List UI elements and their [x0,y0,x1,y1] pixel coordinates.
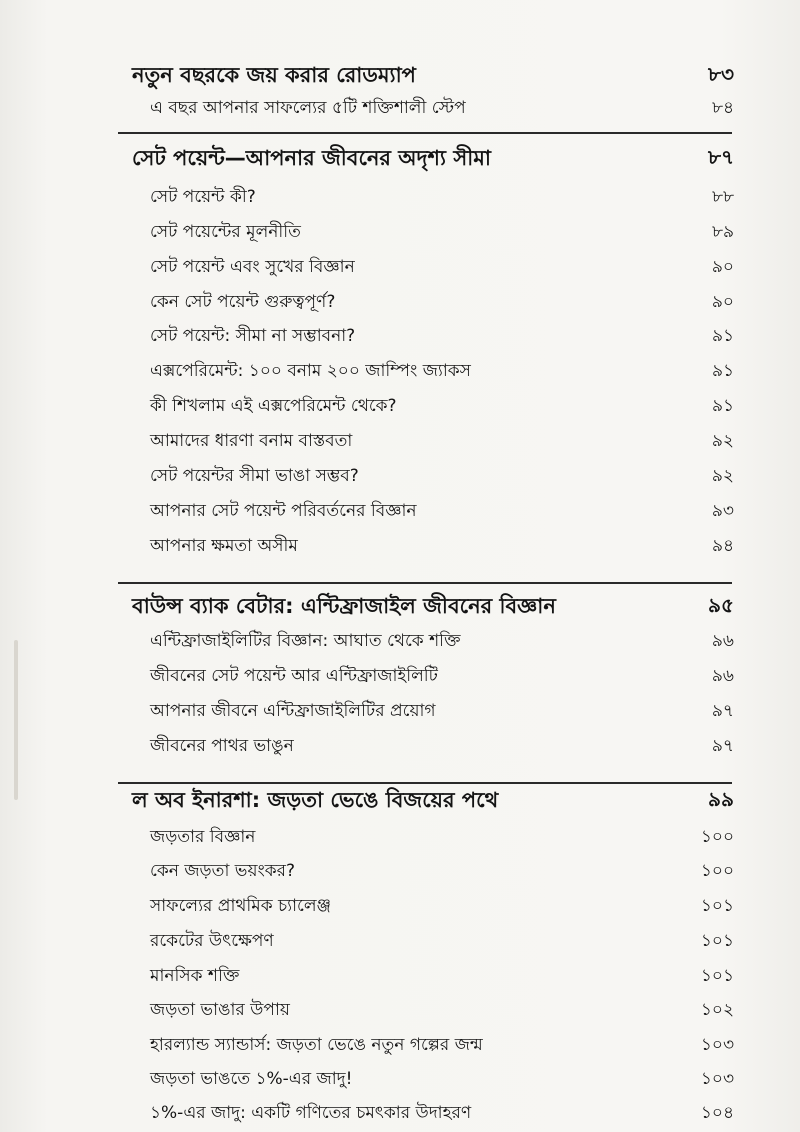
toc-entry-title: কেন সেট পয়েন্ট গুরুত্বপূর্ণ? [150,292,336,312]
toc-entry-page: ৮৮ [711,187,734,207]
toc-heading-title: বাউন্স ব্যাক বেটার: এন্টিফ্রাজাইল জীবনের বিজ্ঞান [132,593,556,618]
toc-entry-title: জড়তা ভাঙতে ১%-এর জাদু! [150,1069,353,1089]
toc-entry-page: ৯১ [711,326,734,346]
toc-entry-page: ৮৯ [711,222,734,242]
toc-entry-page: ৯০ [711,257,734,277]
toc-heading [0,786,800,816]
toc-entry-title: এ বছর আপনার সাফল্যের ৫টি শক্তিশালী স্টেপ [150,98,466,118]
toc-entry [0,962,800,992]
toc-entry [0,1031,800,1061]
toc-entry-page: ৯৪ [711,536,734,556]
toc-entry [0,183,800,213]
toc-entry-title: আপনার ক্ষমতা অসীম [150,536,298,556]
toc-entry-title: সেট পয়েন্টের মূলনীতি [150,222,301,242]
toc-entry [0,697,800,727]
toc-entry-title: জড়তার বিজ্ঞান [150,827,256,847]
toc-entry-page: ৯২ [711,431,734,451]
toc-entry-page: ১০৩ [700,1035,734,1055]
toc-entry [0,1099,800,1129]
toc-heading-page: ৮৩ [708,61,734,86]
toc-entry-title: এক্সপেরিমেন্ট: ১০০ বনাম ২০০ জাম্পিং জ্যাকস [150,361,471,381]
toc-entry-title: কেন জড়তা ভয়ংকর? [150,861,296,881]
toc-entry-title: সেট পয়েন্ট এবং সুখের বিজ্ঞান [150,257,355,277]
toc-entry-page: ৯৬ [711,631,734,651]
toc-entry-page: ৯১ [711,396,734,416]
toc-entry-title: হারল্যান্ড স্যান্ডার্স: জড়তা ভেঙে নতুন গল্পের জন্ম [150,1035,483,1055]
toc-entry [0,732,800,762]
toc-entry-page: ৯০ [711,292,734,312]
toc-entry [0,322,800,352]
toc-entry-page: ৯৭ [711,736,734,756]
toc-entry-title: ১%-এর জাদু: একটি গণিতের চমৎকার উদাহরণ [150,1103,472,1123]
toc-entry [0,1065,800,1095]
toc-entry-title: কী শিখলাম এই এক্সপেরিমেন্ট থেকে? [150,396,397,416]
toc-entry-title: মানসিক শক্তি [150,966,240,986]
toc-heading-title: ল অব ইনারশা: জড়তা ভেঙে বিজয়ের পথে [132,787,499,812]
toc-entry [0,823,800,853]
toc-entry-title: জীবনের সেট পয়েন্ট আর এন্টিফ্রাজাইলিটি [150,666,438,686]
toc-entry [0,662,800,692]
toc-heading [0,61,800,91]
section-divider [118,132,732,134]
toc-entry [0,392,800,422]
toc-heading-page: ৯৫ [708,592,734,617]
toc-entry [0,357,800,387]
toc-entry [0,427,800,457]
toc-entry [0,927,800,957]
toc-entry-page: ১০২ [700,1000,734,1020]
toc-entry [0,218,800,248]
toc-entry-page: ১০০ [700,861,734,881]
toc-entry-page: ৯১ [711,361,734,381]
toc-entry-page: ১০১ [700,896,734,916]
toc-entry-page: ১০০ [700,827,734,847]
toc-heading [0,144,800,174]
toc-entry [0,94,800,124]
toc-entry-page: ১০৩ [700,1069,734,1089]
toc-heading [0,592,800,622]
toc-entry [0,892,800,922]
toc-entry [0,627,800,657]
toc-entry-page: ১০১ [700,931,734,951]
toc-entry-page: ১০১ [700,966,734,986]
toc-entry-title: সাফল্যের প্রাথমিক চ্যালেঞ্জ [150,896,332,916]
toc-entry-page: ৯২ [711,466,734,486]
toc-entry-page: ৯৬ [711,666,734,686]
toc-entry [0,532,800,562]
toc-entry [0,253,800,283]
toc-entry-page: ৮৪ [711,98,734,118]
toc-entry-title: আপনার জীবনে এন্টিফ্রাজাইলিটির প্রয়োগ [150,701,436,721]
toc-entry-title: সেট পয়েন্ট কী? [150,187,256,207]
toc-entry-page: ১০৪ [700,1103,734,1123]
toc-entry-title: জড়তা ভাঙার উপায় [150,1000,290,1020]
toc-entry [0,462,800,492]
toc-entry-title: সেট পয়েন্ট: সীমা না সম্ভাবনা? [150,326,356,346]
toc-entry-title: সেট পয়েন্টর সীমা ভাঙা সম্ভব? [150,466,359,486]
toc-heading-title: নতুন বছরকে জয় করার রোডম্যাপ [132,62,416,87]
toc-entry-page: ৯৭ [711,701,734,721]
toc-entry [0,288,800,318]
toc-entry-page: ৯৩ [711,501,734,521]
toc-entry-title: আমাদের ধারণা বনাম বাস্তবতা [150,431,353,451]
toc-heading-page: ৮৭ [708,144,734,169]
toc-heading-page: ৯৯ [708,786,734,811]
toc-entry-title: জীবনের পাথর ভাঙুন [150,736,294,756]
toc-heading-title: সেট পয়েন্ট—আপনার জীবনের অদৃশ্য সীমা [132,145,491,170]
section-divider [118,582,732,584]
toc-entry [0,996,800,1026]
toc-entry-title: রকেটের উৎক্ষেপণ [150,931,274,951]
toc-entry-title: এন্টিফ্রাজাইলিটির বিজ্ঞান: আঘাত থেকে শক্তি [150,631,461,651]
toc-entry-title: আপনার সেট পয়েন্ট পরিবর্তনের বিজ্ঞান [150,501,417,521]
toc-entry [0,497,800,527]
toc-entry [0,857,800,887]
